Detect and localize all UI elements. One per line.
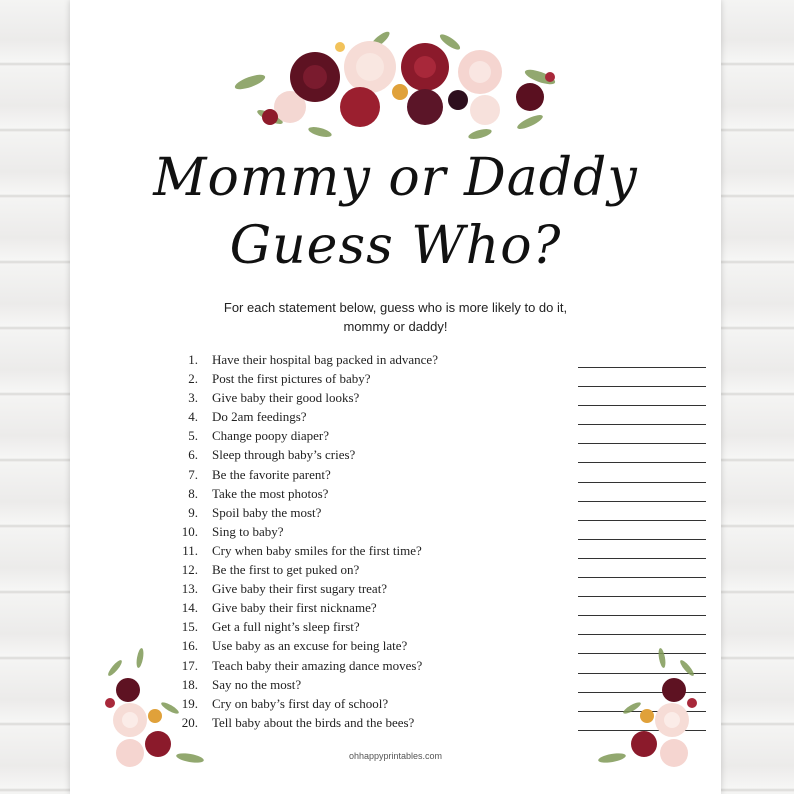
question-row <box>170 600 620 619</box>
question-row <box>170 696 620 715</box>
question-row <box>170 371 620 390</box>
question-row <box>170 619 620 638</box>
question-row <box>170 715 620 734</box>
question-row <box>170 352 620 371</box>
answer-line[interactable] <box>578 577 706 578</box>
answer-line[interactable] <box>578 405 706 406</box>
question-number: 20. <box>181 714 198 730</box>
question-text: Say no the most? <box>212 676 302 692</box>
floral-top-illustration <box>230 22 570 152</box>
question-text: Use baby as an excuse for being late? <box>212 638 408 654</box>
question-number: 4. <box>188 409 198 425</box>
question-number: 13. <box>181 581 198 597</box>
question-text: Be the first to get puked on? <box>212 562 360 578</box>
answer-line[interactable] <box>578 539 706 540</box>
question-row <box>170 677 620 696</box>
question-number: 11. <box>182 542 198 558</box>
answer-line[interactable] <box>578 443 706 444</box>
answer-line[interactable] <box>578 367 706 368</box>
question-list <box>170 352 620 734</box>
question-text: Give baby their good looks? <box>212 390 360 406</box>
answer-line[interactable] <box>578 482 706 483</box>
question-number: 17. <box>181 657 198 673</box>
question-text: Sing to baby? <box>212 523 284 539</box>
question-number: 10. <box>181 523 198 539</box>
question-row <box>170 543 620 562</box>
question-text: Do 2am feedings? <box>212 409 307 425</box>
question-text: Sleep through baby’s cries? <box>212 447 356 463</box>
question-number: 2. <box>188 371 198 387</box>
question-number: 9. <box>188 504 198 520</box>
question-number: 16. <box>181 638 198 654</box>
question-text: Take the most photos? <box>212 485 329 501</box>
question-row <box>170 467 620 486</box>
instructions-line-2: mommy or daddy! <box>343 319 448 334</box>
title-line-1: Mommy or Daddy <box>153 148 638 208</box>
question-row <box>170 524 620 543</box>
question-row <box>170 486 620 505</box>
question-text: Have their hospital bag packed in advance? <box>212 352 438 367</box>
question-text: Cry when baby smiles for the first time? <box>212 542 422 558</box>
question-text: Get a full night’s sleep first? <box>212 619 360 635</box>
question-number: 6. <box>188 447 198 463</box>
question-number: 18. <box>181 676 198 692</box>
question-row <box>170 638 620 657</box>
answer-line[interactable] <box>578 596 706 597</box>
question-number: 7. <box>188 466 198 482</box>
question-number: 8. <box>188 485 198 501</box>
question-text: Give baby their first sugary treat? <box>212 581 388 597</box>
answer-line[interactable] <box>578 634 706 635</box>
question-text: Give baby their first nickname? <box>212 600 377 616</box>
answer-line[interactable] <box>578 558 706 559</box>
question-row <box>170 505 620 524</box>
question-number: 12. <box>181 562 198 578</box>
question-row <box>170 581 620 600</box>
question-row <box>170 409 620 428</box>
question-number: 14. <box>181 600 198 616</box>
question-number: 15. <box>181 619 198 635</box>
question-row <box>170 658 620 677</box>
answer-line[interactable] <box>578 462 706 463</box>
instructions-line-1: For each statement below, guess who is more likely to do it, <box>223 300 568 315</box>
question-number: 19. <box>181 695 198 711</box>
question-number: 1. <box>188 352 198 367</box>
question-text: Spoil baby the most? <box>212 504 322 520</box>
instructions <box>190 298 601 336</box>
question-number: 5. <box>188 428 198 444</box>
question-row <box>170 447 620 466</box>
answer-line[interactable] <box>578 501 706 502</box>
question-row <box>170 562 620 581</box>
answer-line[interactable] <box>578 424 706 425</box>
question-number: 3. <box>188 390 198 406</box>
answer-line[interactable] <box>578 520 706 521</box>
question-text: Teach baby their amazing dance moves? <box>212 657 423 673</box>
question-text: Post the first pictures of baby? <box>212 371 371 387</box>
printable-sheet <box>70 0 721 794</box>
question-text: Be the favorite parent? <box>212 466 331 482</box>
question-row <box>170 428 620 447</box>
footer-website: ohhappyprintables.com <box>348 751 443 761</box>
question-text: Tell baby about the birds and the bees? <box>212 714 415 730</box>
title-line-2: Guess Who? <box>229 216 562 276</box>
answer-line[interactable] <box>578 386 706 387</box>
question-text: Change poopy diaper? <box>212 428 329 444</box>
answer-line[interactable] <box>578 615 706 616</box>
question-row <box>170 390 620 409</box>
question-text: Cry on baby’s first day of school? <box>212 695 389 711</box>
